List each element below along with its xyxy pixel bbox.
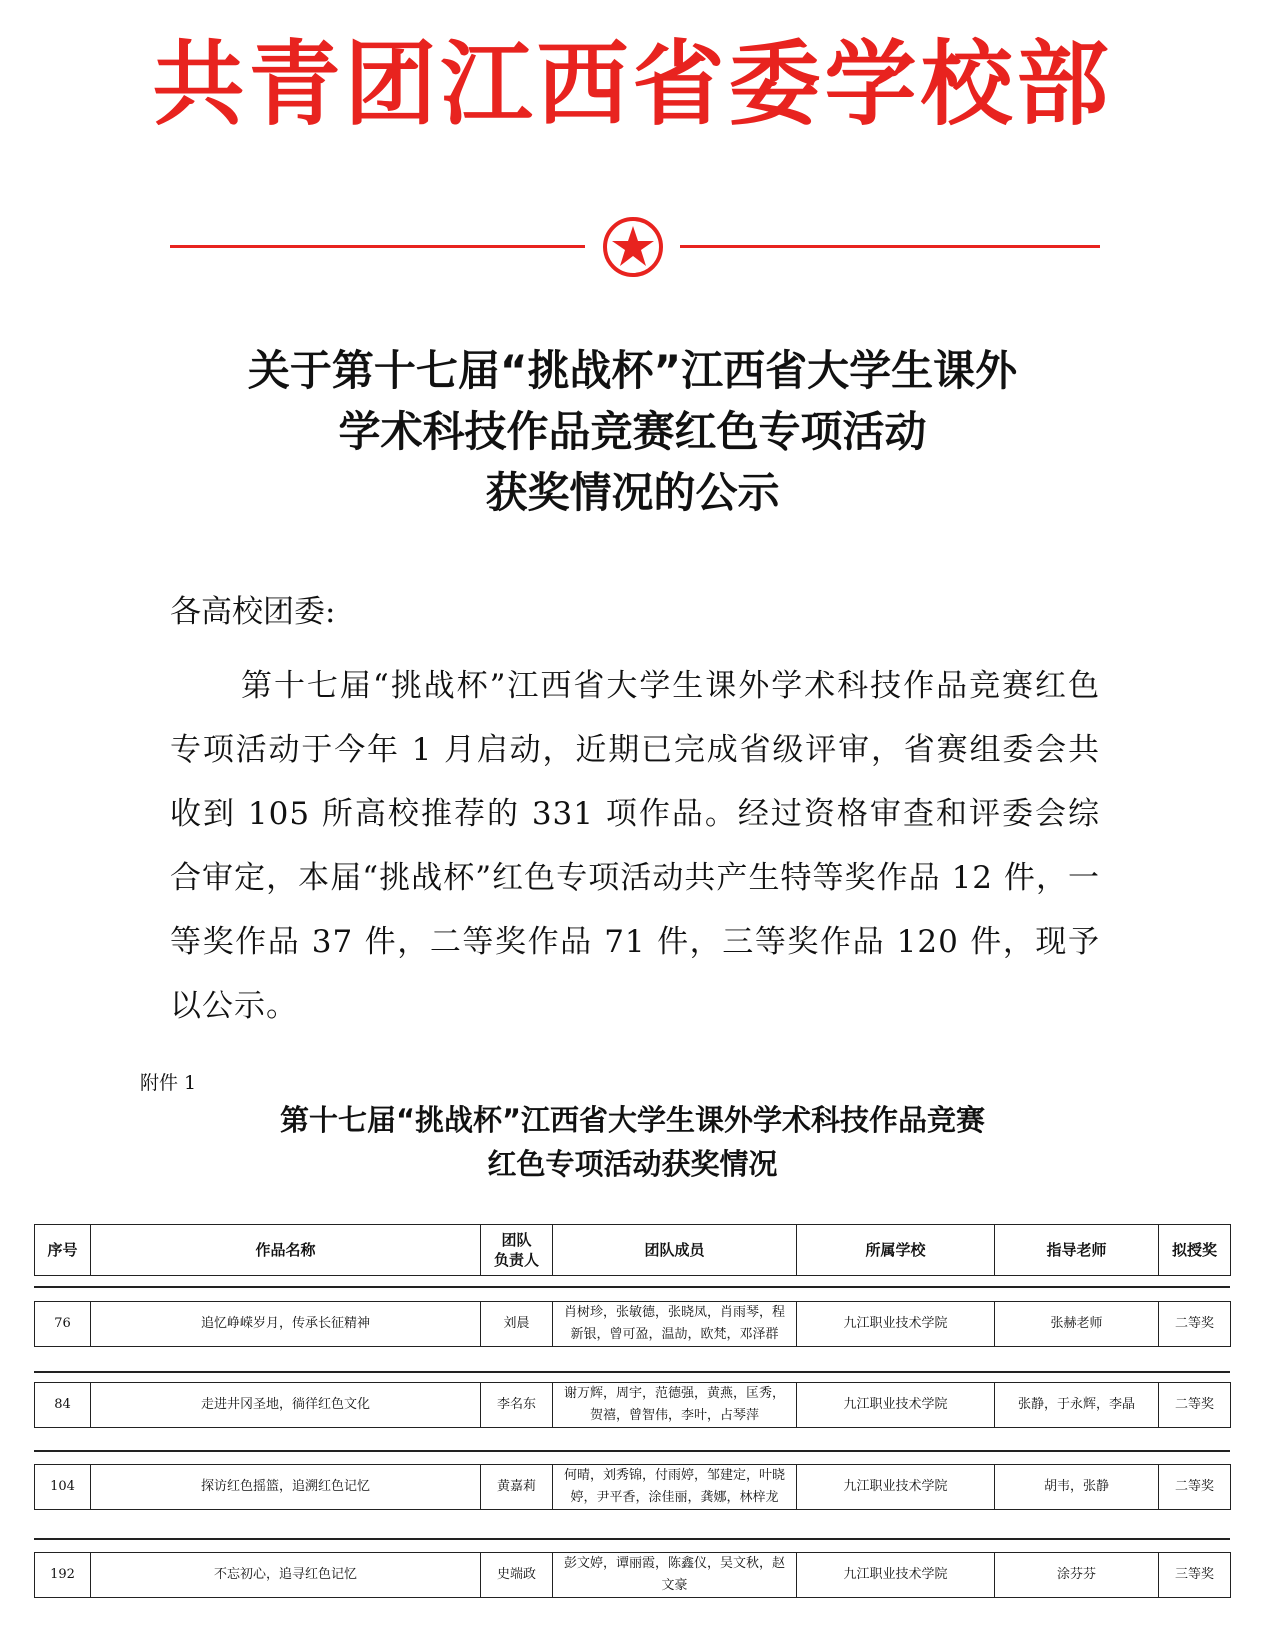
table-fragment-line bbox=[34, 1538, 1230, 1540]
table-title-line: 第十七届“挑战杯”江西省大学生课外学术科技作品竞赛 bbox=[279, 1103, 986, 1137]
cell-school: 九江职业技术学院 bbox=[797, 1465, 995, 1510]
cell-members-line: 贺禧，曾智伟，李叶，占琴萍 bbox=[589, 1408, 759, 1423]
cell-award: 二等奖 bbox=[1159, 1465, 1231, 1510]
column-header-leader bbox=[481, 1225, 553, 1276]
column-header-seq: 序号 bbox=[35, 1225, 91, 1276]
cell-leader: 黄嘉莉 bbox=[481, 1465, 553, 1510]
cell-seq: 192 bbox=[35, 1553, 91, 1598]
table-row bbox=[34, 1382, 1231, 1428]
cell-members bbox=[553, 1302, 797, 1347]
letterhead-rule-left bbox=[170, 245, 585, 248]
cell-advisor: 胡韦，张静 bbox=[995, 1465, 1159, 1510]
table-row bbox=[34, 1464, 1231, 1510]
attachment-label: 附件 1 bbox=[140, 1072, 197, 1094]
notice-title-line: 学术科技作品竞赛红色专项活动 bbox=[338, 407, 927, 456]
cell-school: 九江职业技术学院 bbox=[797, 1302, 995, 1347]
cell-name: 探访红色摇篮，追溯红色记忆 bbox=[91, 1465, 481, 1510]
column-header-school: 所属学校 bbox=[797, 1225, 995, 1276]
table-title-line: 红色专项活动获奖情况 bbox=[487, 1147, 778, 1181]
cell-members bbox=[553, 1465, 797, 1510]
notice-body bbox=[170, 654, 1100, 1038]
cell-members-line: 婷，尹平香，涂佳丽，龚娜，林梓龙 bbox=[570, 1490, 779, 1505]
cell-seq: 84 bbox=[35, 1383, 91, 1428]
cell-award: 二等奖 bbox=[1159, 1302, 1231, 1347]
letterhead-title: 共青团江西省委学校部 bbox=[152, 31, 1113, 138]
cell-leader: 李名东 bbox=[481, 1383, 553, 1428]
table-fragment-line bbox=[34, 1371, 1230, 1373]
cell-members-line: 新银，曾可盈，温劼，欧梵，邓泽群 bbox=[570, 1327, 779, 1342]
cell-leader: 史端政 bbox=[481, 1553, 553, 1598]
award-table-header bbox=[34, 1224, 1231, 1276]
cell-award: 二等奖 bbox=[1159, 1383, 1231, 1428]
column-header-leader-line: 负责人 bbox=[493, 1251, 539, 1269]
table-row bbox=[34, 1552, 1231, 1598]
notice-title bbox=[0, 340, 1265, 523]
cell-leader: 刘晨 bbox=[481, 1302, 553, 1347]
cell-advisor: 张静，于永辉，李晶 bbox=[995, 1383, 1159, 1428]
table-row bbox=[34, 1301, 1231, 1347]
salutation: 各高校团委: bbox=[170, 594, 336, 630]
cell-award: 三等奖 bbox=[1159, 1553, 1231, 1598]
cell-members-line: 何晴，刘秀锦，付雨婷，邹建定，叶晓 bbox=[563, 1468, 785, 1483]
table-fragment-line bbox=[34, 1286, 1230, 1288]
cell-name: 走进井冈圣地，徜徉红色文化 bbox=[91, 1383, 481, 1428]
red-star-icon bbox=[602, 216, 664, 278]
cell-school: 九江职业技术学院 bbox=[797, 1383, 995, 1428]
cell-advisor: 涂芬芬 bbox=[995, 1553, 1159, 1598]
cell-members-line: 谢万辉，周宇，范德强，黄燕，匡秀， bbox=[563, 1386, 785, 1401]
cell-name: 追忆峥嵘岁月，传承长征精神 bbox=[91, 1302, 481, 1347]
notice-title-line: 获奖情况的公示 bbox=[485, 468, 780, 517]
column-header-name: 作品名称 bbox=[91, 1225, 481, 1276]
column-header-members: 团队成员 bbox=[553, 1225, 797, 1276]
cell-name: 不忘初心，追寻红色记忆 bbox=[91, 1553, 481, 1598]
column-header-advisor: 指导老师 bbox=[995, 1225, 1159, 1276]
cell-members-line: 彭文婷，谭丽霞，陈鑫仪，吴文秋，赵 bbox=[563, 1556, 785, 1571]
cell-seq: 104 bbox=[35, 1465, 91, 1510]
cell-members bbox=[553, 1553, 797, 1598]
column-header-award: 拟授奖 bbox=[1159, 1225, 1231, 1276]
notice-body-text: 第十七届“挑战杯”江西省大学生课外学术科技作品竞赛红色专项活动于今年 1 月启动，近期已完成省级评审，省赛组委会共收到 105 所高校推荐的 331 项作品。经过资格审查和评委会综合审定，本届“挑战杯”红色专项活动共产生特等奖作品 12 件，一等奖作品 37 件，二等奖作品 71 件，三等奖作品 120 件，现予以公示。 bbox=[170, 668, 1100, 1024]
table-title bbox=[0, 1098, 1265, 1186]
column-header-leader-line: 团队 bbox=[501, 1231, 532, 1249]
cell-advisor: 张赫老师 bbox=[995, 1302, 1159, 1347]
notice-title-line: 关于第十七届“挑战杯”江西省大学生课外 bbox=[247, 346, 1018, 395]
letterhead-rule-right bbox=[680, 245, 1100, 248]
table-fragment-line bbox=[34, 1450, 1230, 1452]
cell-members-line: 肖树珍，张敏德，张晓凤，肖雨琴，程 bbox=[563, 1305, 785, 1320]
cell-members-line: 文豪 bbox=[661, 1578, 688, 1593]
cell-members bbox=[553, 1383, 797, 1428]
cell-seq: 76 bbox=[35, 1302, 91, 1347]
cell-school: 九江职业技术学院 bbox=[797, 1553, 995, 1598]
